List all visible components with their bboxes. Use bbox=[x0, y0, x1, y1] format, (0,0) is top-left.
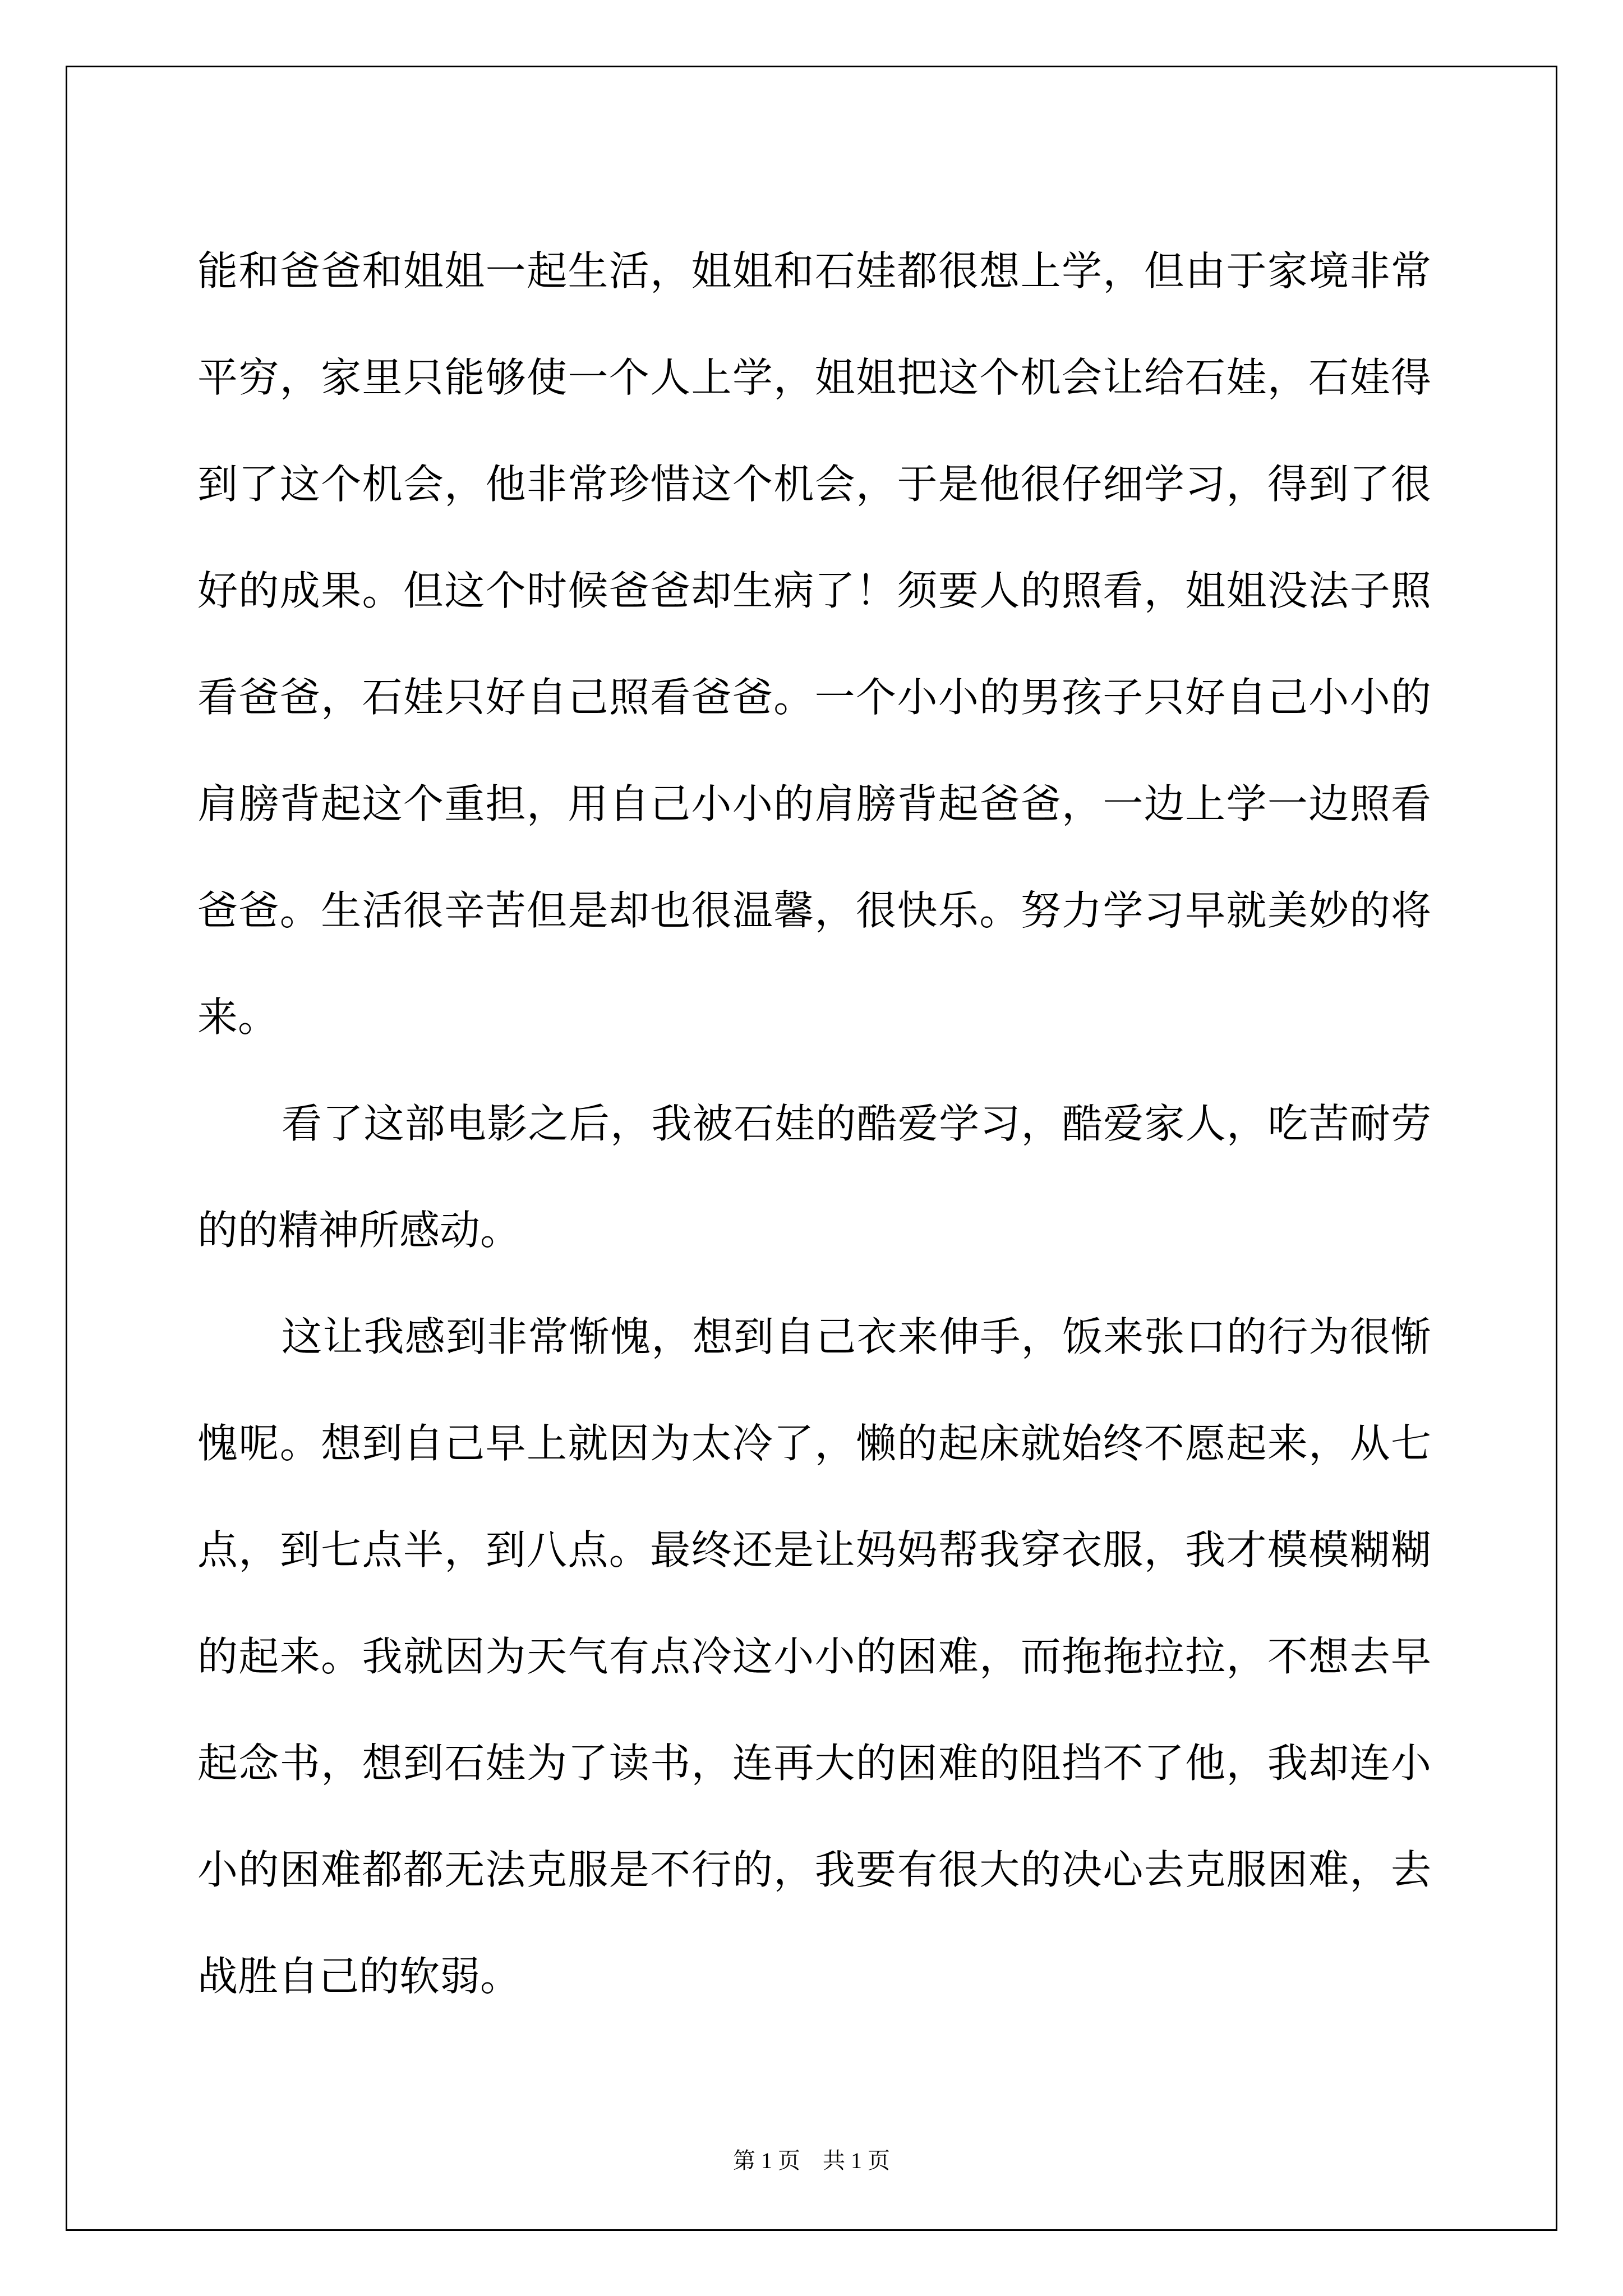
text-line: 肩膀背起这个重担，用自己小小的肩膀背起爸爸，一边上学一边照看 bbox=[197, 780, 1431, 827]
text-line: 起念书，想到石娃为了读书，连再大的困难的阻挡不了他，我却连小 bbox=[197, 1740, 1431, 1787]
text-line: 能和爸爸和姐姐一起生活，姐姐和石娃都很想上学，但由于家境非常 bbox=[197, 247, 1431, 295]
text-line: 战胜自己的软弱。 bbox=[197, 1953, 521, 2000]
text-line: 点，到七点半，到八点。最终还是让妈妈帮我穿衣服，我才模模糊糊 bbox=[197, 1526, 1431, 1573]
text-line: 来。 bbox=[197, 993, 279, 1041]
paragraph-start-line: 看了这部电影之后，我被石娃的酷爱学习，酷爱家人，吃苦耐劳 bbox=[282, 1100, 1431, 1147]
paragraph-start-line: 这让我感到非常惭愧，想到自己衣来伸手，饭来张口的行为很惭 bbox=[282, 1313, 1431, 1360]
text-line: 平穷，家里只能够使一个人上学，姐姐把这个机会让给石娃，石娃得 bbox=[197, 354, 1431, 401]
page-number: 第 1 页 bbox=[733, 2148, 800, 2173]
text-line: 到了这个机会，他非常珍惜这个机会，于是他很仔细学习，得到了很 bbox=[197, 461, 1431, 508]
page-footer bbox=[0, 2143, 1623, 2175]
text-line: 的起来。我就因为天气有点冷这小小的困难，而拖拖拉拉，不想去早 bbox=[197, 1633, 1431, 1680]
document-body bbox=[197, 218, 1431, 2030]
page-total: 共 1 页 bbox=[823, 2148, 890, 2173]
text-line: 看爸爸，石娃只好自己照看爸爸。一个小小的男孩子只好自己小小的 bbox=[197, 674, 1431, 721]
text-line: 的的精神所感动。 bbox=[197, 1207, 521, 1254]
text-line: 好的成果。但这个时候爸爸却生病了！须要人的照看，姐姐没法子照 bbox=[197, 567, 1431, 614]
text-line: 愧呢。想到自己早上就因为太冷了，懒的起床就始终不愿起来，从七 bbox=[197, 1420, 1431, 1467]
text-line: 爸爸。生活很辛苦但是却也很温馨，很快乐。努力学习早就美妙的将 bbox=[197, 887, 1431, 934]
text-line: 小的困难都都无法克服是不行的，我要有很大的决心去克服困难，去 bbox=[197, 1846, 1431, 1893]
